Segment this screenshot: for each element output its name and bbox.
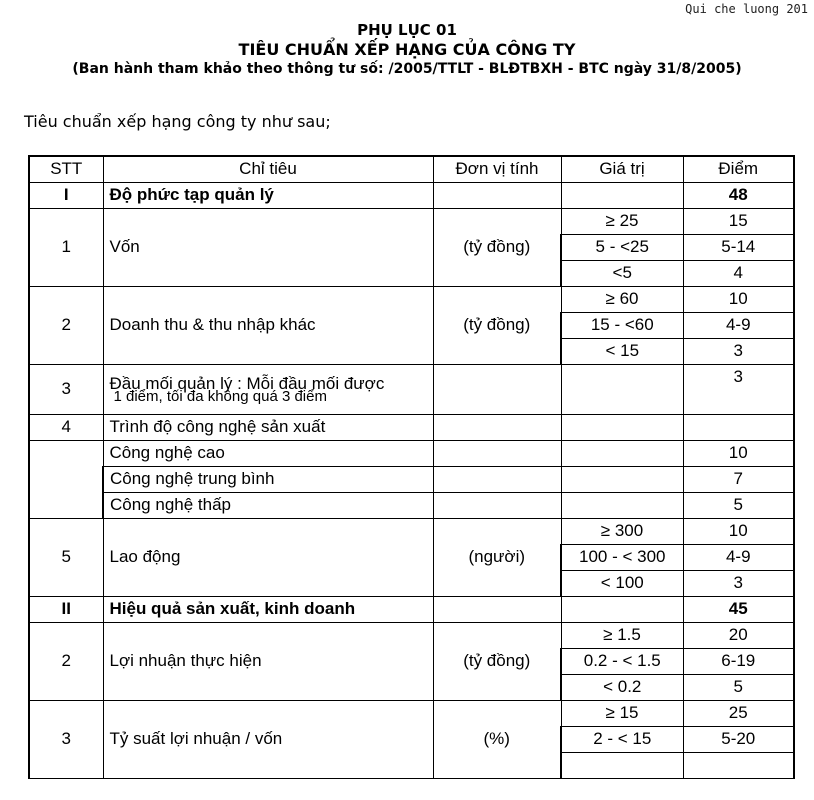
value-cell: ≥ 300 — [561, 518, 683, 544]
table-row — [29, 414, 794, 440]
column-header-value: Giá trị — [561, 156, 683, 182]
section-number: I — [29, 182, 103, 208]
score-cell: 25 — [683, 700, 794, 726]
column-header-score: Điểm — [683, 156, 794, 182]
column-header-unit: Đơn vị tính — [433, 156, 561, 182]
row-number: 1 — [29, 208, 103, 286]
document-subtitle: (Ban hành tham khảo theo thông tư số: /2005/TTLT - BLĐTBXH - BTC ngày 31/8/2005) — [72, 61, 742, 77]
criteria-name: Lao động — [103, 518, 433, 596]
row-number: 2 — [29, 286, 103, 364]
table-row — [29, 622, 794, 648]
score-cell: 10 — [683, 518, 794, 544]
table-row — [29, 492, 794, 518]
score-cell: 5-20 — [683, 726, 794, 752]
criteria-line: Đầu mối quản lý : Mỗi đầu mối được — [109, 374, 385, 393]
score-cell: 15 — [683, 208, 794, 234]
section-number: II — [29, 596, 103, 622]
score-cell: 5 — [683, 674, 794, 700]
value-cell: < 100 — [561, 570, 683, 596]
unit-cell: (tỷ đồng) — [433, 622, 561, 700]
corner-note: Qui che luong 201 — [685, 2, 808, 16]
table-row — [29, 286, 794, 312]
unit-cell: (người) — [433, 518, 561, 596]
value-cell: 15 - <60 — [561, 312, 683, 338]
criteria-subitem: Công nghệ thấp — [103, 492, 433, 518]
row-number: 2 — [29, 622, 103, 700]
value-cell: 5 - <25 — [561, 234, 683, 260]
column-header-stt: STT — [29, 156, 103, 182]
row-number: 3 — [29, 364, 103, 414]
criteria-name — [103, 364, 433, 414]
table-row — [29, 518, 794, 544]
appendix-label: PHỤ LỤC 01 — [357, 21, 457, 39]
value-cell: ≥ 15 — [561, 700, 683, 726]
value-cell: 100 - < 300 — [561, 544, 683, 570]
unit-cell: (tỷ đồng) — [433, 208, 561, 286]
section-score: 48 — [683, 182, 794, 208]
criteria-name: Vốn — [103, 208, 433, 286]
score-cell: 4-9 — [683, 544, 794, 570]
ranking-criteria-table — [28, 155, 795, 779]
table-row — [29, 440, 794, 466]
intro-text: Tiêu chuẩn xếp hạng công ty như sau; — [24, 112, 331, 131]
score-cell: 5 — [683, 492, 794, 518]
score-cell: 6-19 — [683, 648, 794, 674]
unit-cell: (%) — [433, 700, 561, 778]
value-cell: < 0.2 — [561, 674, 683, 700]
criteria-name: Tỷ suất lợi nhuận / vốn — [103, 700, 433, 778]
criteria-name: Trình độ công nghệ sản xuất — [103, 414, 433, 440]
criteria-subline: 1 điểm, tối đa không quá 3 điểm — [113, 388, 327, 405]
table-row — [29, 466, 794, 492]
section-row — [29, 596, 794, 622]
section-title: Hiệu quả sản xuất, kinh doanh — [103, 596, 433, 622]
section-title: Độ phức tạp quản lý — [103, 182, 433, 208]
row-number: 4 — [29, 414, 103, 440]
criteria-subitem: Công nghệ cao — [103, 440, 433, 466]
table-row — [29, 208, 794, 234]
score-cell: 10 — [683, 286, 794, 312]
value-cell: 2 - < 15 — [561, 726, 683, 752]
score-cell: 5-14 — [683, 234, 794, 260]
section-score: 45 — [683, 596, 794, 622]
score-cell: 10 — [683, 440, 794, 466]
section-row — [29, 182, 794, 208]
column-header-criteria: Chỉ tiêu — [103, 156, 433, 182]
score-cell: 3 — [683, 570, 794, 596]
document-title: TIÊU CHUẨN XẾP HẠNG CỦA CÔNG TY — [238, 40, 576, 59]
unit-cell: (tỷ đồng) — [433, 286, 561, 364]
table-row — [29, 700, 794, 726]
document-header — [0, 20, 814, 78]
score-cell: 20 — [683, 622, 794, 648]
value-cell: < 15 — [561, 338, 683, 364]
value-cell: ≥ 60 — [561, 286, 683, 312]
score-cell: 3 — [683, 338, 794, 364]
table-row — [29, 364, 794, 414]
value-cell: ≥ 25 — [561, 208, 683, 234]
score-cell: 4 — [683, 260, 794, 286]
row-number: 3 — [29, 700, 103, 778]
value-cell: ≥ 1.5 — [561, 622, 683, 648]
score-cell: 7 — [683, 466, 794, 492]
score-cell: 3 — [683, 364, 794, 414]
criteria-name: Doanh thu & thu nhập khác — [103, 286, 433, 364]
row-number: 5 — [29, 518, 103, 596]
value-cell: 0.2 - < 1.5 — [561, 648, 683, 674]
value-cell: <5 — [561, 260, 683, 286]
criteria-subitem: Công nghệ trung bình — [103, 466, 433, 492]
criteria-name: Lợi nhuận thực hiện — [103, 622, 433, 700]
score-cell: 4-9 — [683, 312, 794, 338]
table-header-row — [29, 156, 794, 182]
